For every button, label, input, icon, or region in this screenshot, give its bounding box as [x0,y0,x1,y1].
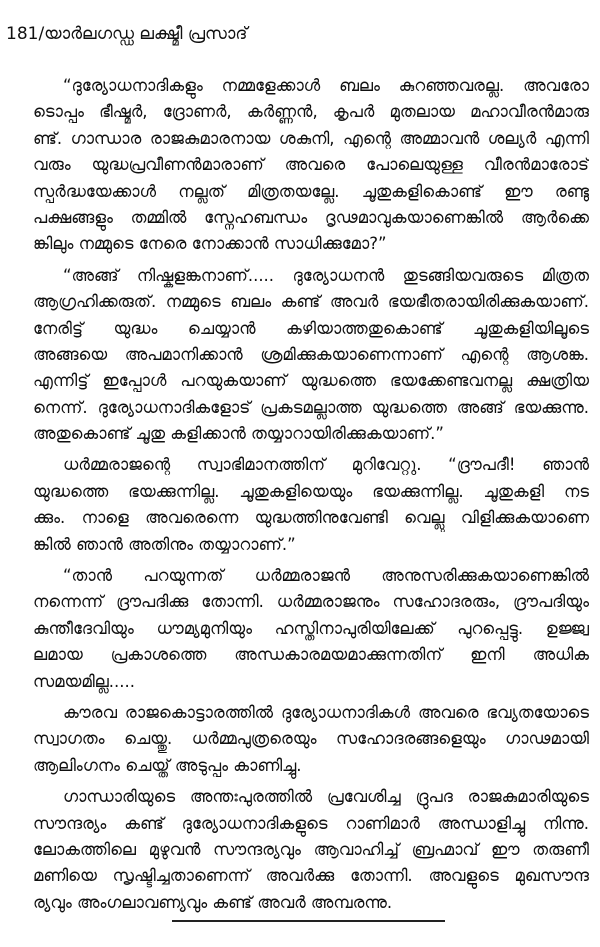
text-line: നേരിട്ട് യുദ്ധം ചെയ്യാൻ കഴിയാത്തതുകൊണ്ട് ചൂതുകളിയിലൂടെ [33,318,589,338]
text-line: ആഗ്രഹിക്കരുത്. നമ്മുടെ ബലം കണ്ട് അവർ ഭയഭീതരായിരിക്കുകയാണ്. [33,292,589,312]
text-line: ലമായ പ്രകാശത്തെ അന്ധകാരമയമാക്കുന്നതിന് ഇനി അധിക [33,645,589,665]
text-line: ടൊപ്പം ഭീഷ്മർ, ദ്രോണർ, കർണ്ണൻ, കൃപർ മുതലായ മഹാവീരൻമാരു [33,102,589,122]
text-line: നെന്ന്. ദുര്യോധനാദികളോട് പ്രകടമല്ലാത്ത യുദ്ധത്തെ അങ്ങ് ഭയക്കുന്നു. [33,397,589,417]
text-line: ധർമ്മരാജന്റെ സ്വാഭിമാനത്തിന് മുറിവേറ്റു. “ദ്രൗപദീ! ഞാൻ [63,455,589,475]
paragraph [33,700,589,779]
paragraph [33,452,589,558]
text-line: “താൻ പറയുന്നത് ധർമ്മരാജൻ അനുസരിക്കുകയാണെങ്കിൽ [63,566,589,586]
text-line: ആലിംഗനം ചെയ്ത് അടുപ്പം കാണിച്ചു. [33,755,302,775]
text-line: യുദ്ധത്തെ ഭയക്കുന്നില്ല. ചൂതുകളിയെയും ഭയക്കുന്നില്ല. ചൂതുകളി നട [33,481,589,501]
text-line: അതുകൊണ്ട് ചൂതു കളിക്കാൻ തയ്യാറായിരിക്കുകയാണ്.” [33,424,444,444]
paragraph [33,784,589,916]
text-line: നന്നെന്ന് ദ്രൗപദിക്കു തോന്നി. ധർമ്മരാജനും സഹോദരരും, ദ്രൗപദിയും [33,592,589,612]
text-line: വരും യുദ്ധപ്രവീണൻമാരാണ് അവരെ പോലെയുള്ള വീരൻമാരോട് [33,155,589,175]
text-line: ക്കും. നാളെ അവരെന്നെ യുദ്ധത്തിനുവേണ്ടി വെല്ലു വിളിക്കുകയാണെ [33,508,589,528]
text-line: ങ്കിൽ ഞാൻ അതിനും തയ്യാറാണ്.” [33,534,296,554]
text-line: ലോകത്തിലെ മുഴുവൻ സൗന്ദര്യവും ആവാഹിച്ച് ബ്രഹ്മാവ് ഈ തരുണീ [33,839,589,859]
paragraph [33,73,589,258]
end-divider [172,920,445,922]
text-line: “ദുര്യോധനാദികളും നമ്മളേക്കാൾ ബലം കുറഞ്ഞവരല്ല. അവരോ [63,76,589,95]
text-line: മണിയെ സൃഷ്ടിച്ചതാണെന്ന് അവർക്കു തോന്നി. അവളുടെ മുഖസൗന്ദ [33,866,589,886]
text-line: ര്യവും അംഗലാവണ്യവും കണ്ട് അവർ അമ്പരന്നു. [33,892,393,912]
page-header: 181/യാർലഗഡ്ഡ ലക്ഷ്മീ പ്രസാദ് [6,24,248,44]
paragraph [33,263,589,448]
text-line: ഗാന്ധാരിയുടെ അന്തഃപുരത്തിൽ പ്രവേശിച്ച ദ്രുപദ രാജകുമാരിയുടെ [63,787,589,807]
text-line: കുന്തീദേവിയും ധൗമ്യമുനിയും ഹസ്തിനാപുരിയിലേക്ക് പുറപ്പെട്ടു. ഉജ്ജ്വ [33,618,589,638]
text-line: പക്ഷങ്ങളും തമ്മിൽ സ്നേഹബന്ധം ദൃഢമാവുകയാണെങ്കിൽ ആർക്കെ [33,207,589,227]
text-line: കൗരവ രാജകൊട്ടാരത്തിൽ ദുര്യോധനാദികൾ അവരെ ഭവ്യതയോടെ [63,702,589,722]
page-body [33,73,589,921]
text-line: സൗന്ദര്യം കണ്ട് ദുര്യോധനാദികളുടെ റാണിമാർ അന്ധാളിച്ചു നിന്നു. [33,813,589,833]
text-line: എന്നിട്ട് ഇപ്പോൾ പറയുകയാണ് യുദ്ധത്തെ ഭയക്കേണ്ടവനല്ല ക്ഷത്രിയ [33,371,589,391]
text-line: ണ്ട്. ഗാന്ധാര രാജകുമാരനായ ശകുനി, എന്റെ അമ്മാവൻ ശല്യർ എന്നി [33,128,589,148]
text-line: “അങ്ങ് നിഷ്കളങ്കനാണ്..... ദുര്യോധനൻ തുടങ്ങിയവരുടെ മിത്രത [63,265,589,285]
text-line: ങ്കിലും നമ്മുടെ നേരെ നോക്കാൻ സാധിക്കുമോ?” [33,234,387,254]
text-line: സമയമില്ല..... [33,671,135,691]
paragraph [33,563,589,695]
text-line: അങ്ങയെ അപമാനിക്കാൻ ശ്രമിക്കുകയാണെന്നാണ് എന്റെ ആശങ്ക. [33,344,589,364]
text-line: സ്വാഗതം ചെയ്തു. ധർമ്മപുത്രരെയും സഹോദരങ്ങളെയും ഗാഢമായി [33,729,589,749]
text-line: സ്പർദ്ധയേക്കാൾ നല്ലത് മിത്രതയല്ലേ. ചൂതുകളികൊണ്ട് ഈ രണ്ടു [33,181,589,201]
